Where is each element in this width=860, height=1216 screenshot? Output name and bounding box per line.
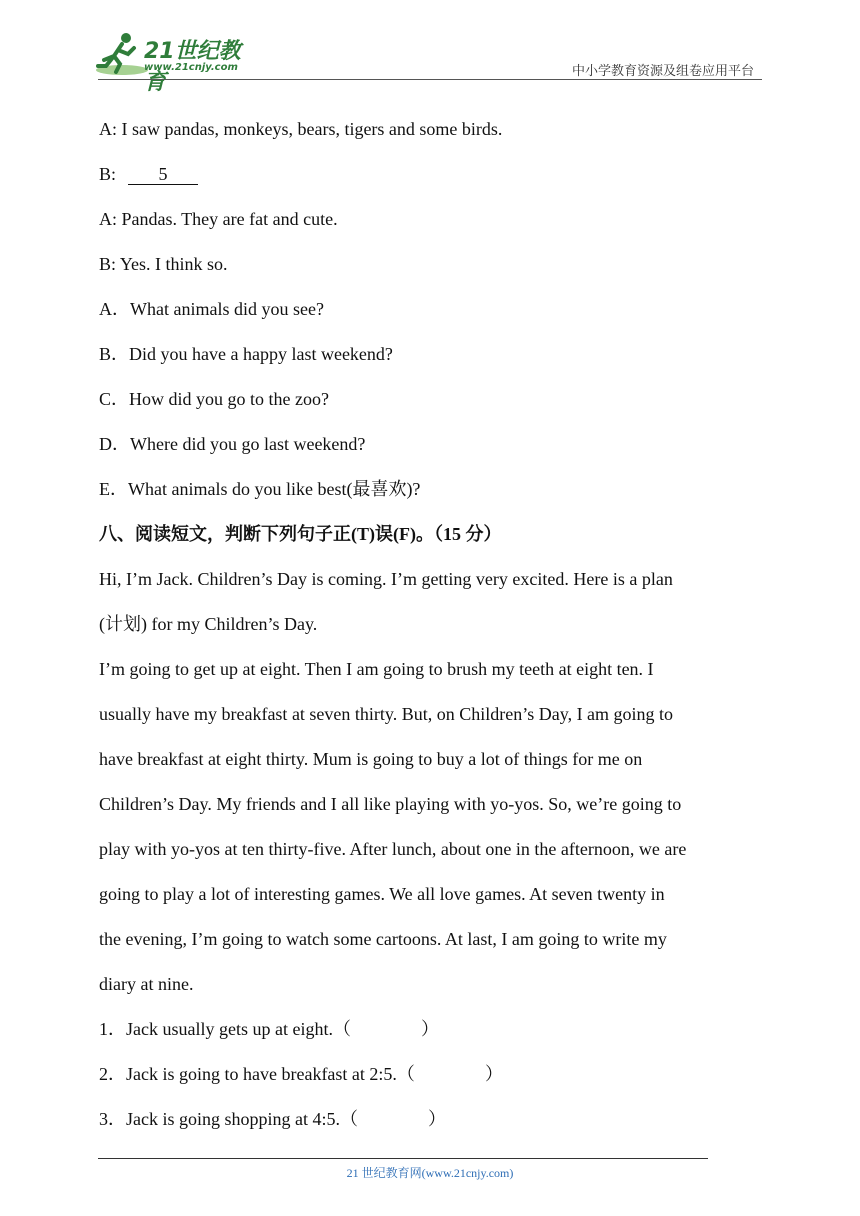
- footer-divider: [98, 1158, 708, 1159]
- question-close: ）: [420, 1019, 439, 1039]
- passage-line: going to play a lot of interesting games. We all love games. At seven twenty in: [99, 884, 665, 904]
- question-text: 2．Jack is going to have breakfast at 2:5.（: [99, 1064, 415, 1084]
- passage-line: diary at nine.: [99, 974, 194, 994]
- passage-line: play with yo-yos at ten thirty-five. After lunch, about one in the afternoon, we are: [99, 839, 687, 859]
- question-text: 1．Jack usually gets up at eight.（: [99, 1019, 351, 1039]
- option-item: A．What animals did you see?: [99, 299, 324, 319]
- dialogue-line: B: Yes. I think so.: [99, 254, 228, 274]
- question-item: [99, 1052, 763, 1097]
- option-item: D．Where did you go last weekend?: [99, 434, 366, 454]
- question-item: [99, 1007, 763, 1052]
- question-close: ）: [428, 1109, 446, 1129]
- header-divider: [98, 79, 762, 80]
- passage-line: Children’s Day. My friends and I all like playing with yo-yos. So, we’re going to: [99, 794, 682, 814]
- header-platform-text: 中小学教育资源及组卷应用平台: [571, 64, 754, 79]
- passage-line: the evening, I’m going to watch some cartoons. At last, I am going to write my: [99, 929, 667, 949]
- passage-line: (计划) for my Children’s Day.: [99, 614, 318, 634]
- speaker-label: B:: [99, 164, 117, 184]
- answer-blank: 5: [128, 164, 198, 185]
- passage-line: have breakfast at eight thirty. Mum is going to buy a lot of things for me on: [99, 749, 643, 769]
- question-item: [99, 1097, 763, 1142]
- question-text: 3．Jack is going shopping at 4:5.（: [99, 1109, 358, 1129]
- section-title: 八、阅读短文，判断下列句子正(T)误(F)。（15 分）: [99, 524, 502, 544]
- question-close: ）: [484, 1064, 503, 1084]
- option-item: E．What animals do you like best(最喜欢)?: [99, 479, 421, 499]
- option-item: C．How did you go to the zoo?: [99, 389, 329, 409]
- logo-url: www.21cnjy.com: [144, 62, 238, 73]
- document-body: [99, 107, 763, 1142]
- passage-line: usually have my breakfast at seven thirty. But, on Children’s Day, I am going to: [99, 704, 674, 724]
- page-header: [0, 0, 860, 95]
- passage-line: Hi, I’m Jack. Children’s Day is coming. I’m getting very excited. Here is a plan: [99, 569, 673, 589]
- option-item: B．Did you have a happy last weekend?: [99, 344, 393, 364]
- dialogue-line: [99, 152, 763, 197]
- passage-line: I’m going to get up at eight. Then I am going to brush my teeth at eight ten. I: [99, 659, 654, 679]
- dialogue-line: A: I saw pandas, monkeys, bears, tigers and some birds.: [99, 119, 503, 139]
- dialogue-line: A: Pandas. They are fat and cute.: [99, 209, 338, 229]
- logo-text: 21世纪教育: [144, 39, 241, 95]
- logo: [92, 30, 262, 95]
- footer-text: 21 世纪教育网(www.21cnjy.com): [346, 1166, 514, 1180]
- runner-logo-icon: [92, 30, 148, 80]
